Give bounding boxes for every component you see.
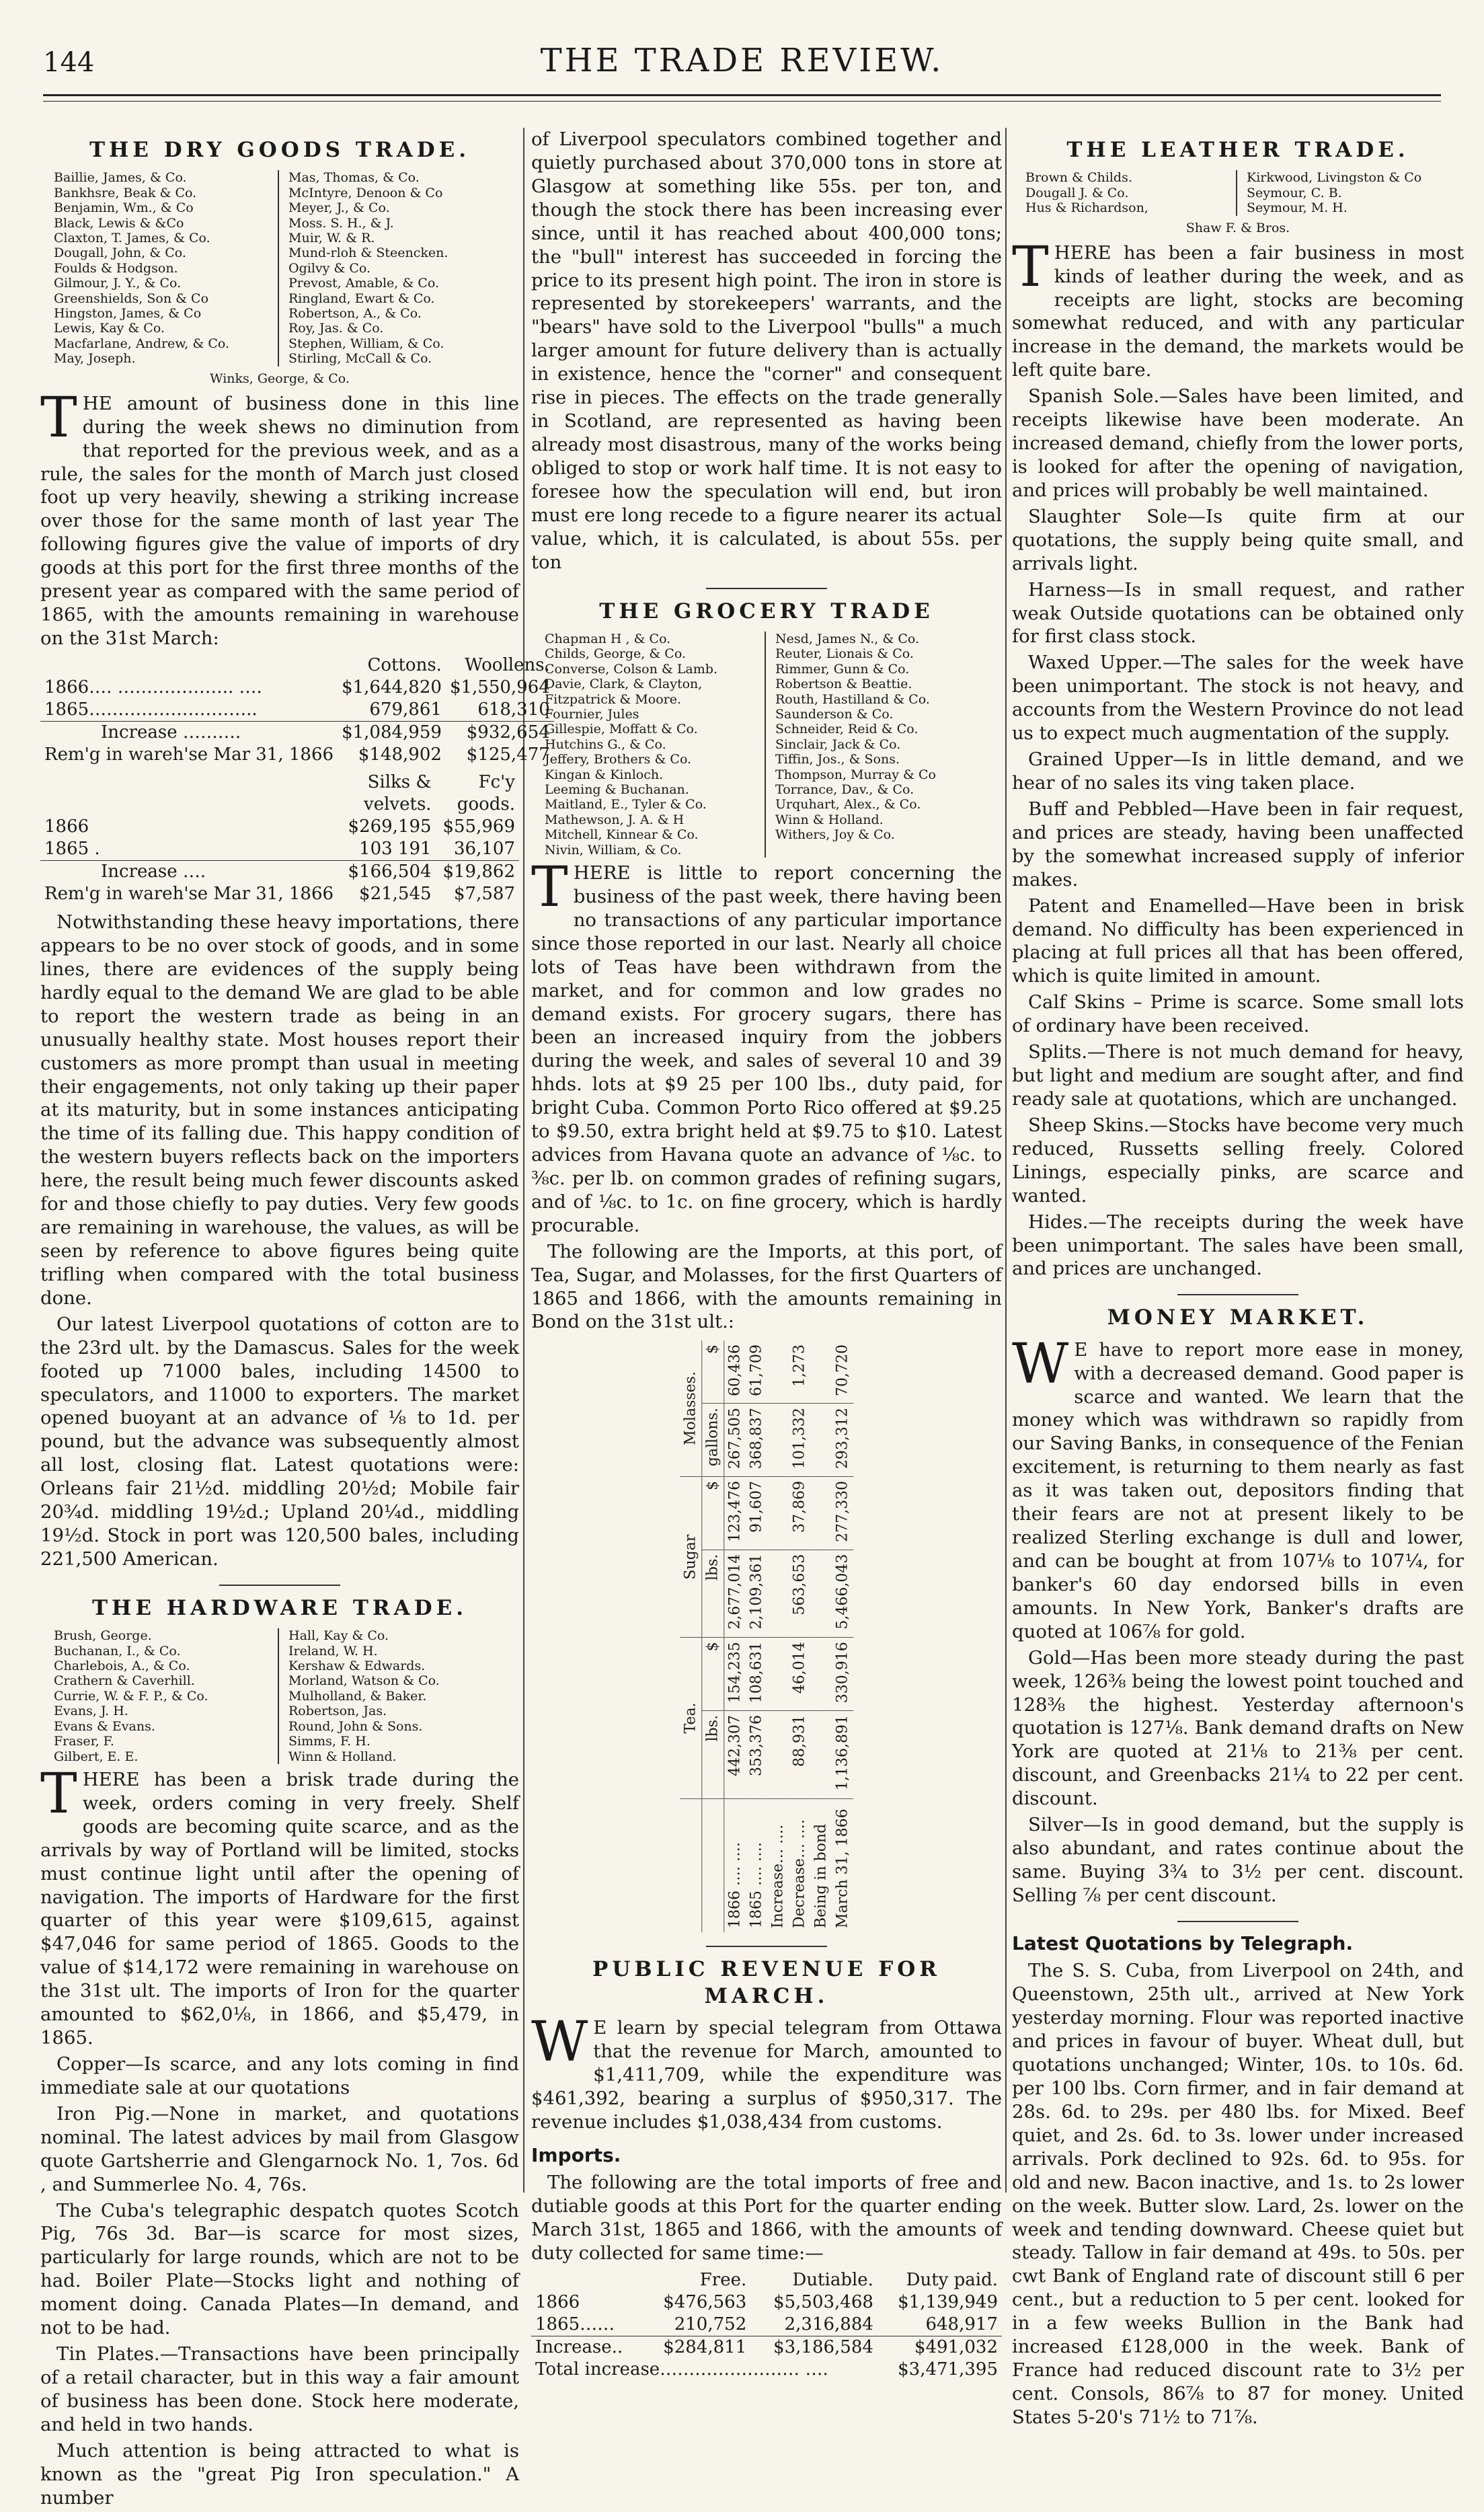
table-cell: 154,235 bbox=[724, 1638, 746, 1711]
table-cell bbox=[767, 1404, 789, 1477]
firm-name: Maitland, E., Tyler & Co. bbox=[545, 797, 707, 812]
paragraph: W E have to report more ease in money, with a decreased demand. Good paper is scarce and wanted. We learn that the money which was withdrawn so rapidly from our Saving Banks, in consequence of the Fenian excitement, is returning to them nearly as fast as it was taken out, depositors finding that their fears are not at present likely to be realized Sterling exchange is dull and lower, and can be bought at from 107⅛ to 107¼, for banker's 60 day endorsed bills in even amounts. In New York, Banker's drafts are quoted at 106⅞ for gold. bbox=[1012, 1332, 1464, 1642]
rotated-table bbox=[680, 1340, 853, 1932]
firm-name: Stephen, William, & Co. bbox=[288, 336, 444, 351]
firm-list-footer: Winks, George, & Co. bbox=[210, 371, 350, 386]
drop-cap: W bbox=[531, 2010, 588, 2075]
table-cell: 353,376 bbox=[746, 1711, 767, 1799]
table-cell: 70,720 bbox=[832, 1340, 853, 1404]
section-heading: MONEY MARKET. bbox=[1107, 1305, 1369, 1330]
grocery-section bbox=[531, 599, 1002, 1933]
paragraph: Gold—Has been more steady during the past week, 126⅜ being the lowest point touched and 128⅜ the highest. Yesterday afternoon's quotation is 127⅛. Bank demand drafts on New York are quoted at 21⅛ to 21⅜ per cent. discount, and Greenbacks 21¼ to 22 per cent. discount. bbox=[1012, 1646, 1464, 1810]
firm-name: Macfarlane, Andrew, & Co. bbox=[54, 336, 229, 351]
table-cell: 46,014 bbox=[789, 1638, 810, 1711]
table-cell: 1,273 bbox=[789, 1340, 810, 1404]
table-cell: 1,136,891 bbox=[832, 1711, 853, 1799]
section-heading: THE LEATHER TRADE. bbox=[1066, 138, 1409, 162]
firm-name: Robertson & Beattie. bbox=[775, 677, 912, 692]
paragraph: The following are the Imports, at this port, of Tea, Sugar, and Molasses, for the first Quarters of 1865 and 1866, with the amounts remaining in Bond on the 31st ult.: bbox=[531, 1240, 1002, 1333]
masthead-title: THE TRADE REVIEW. bbox=[540, 42, 944, 79]
table-cell: 61,709 bbox=[746, 1340, 767, 1404]
firm-name: Bankhsre, Beak & Co. bbox=[54, 185, 197, 200]
paragraph: Calf Skins – Prime is scarce. Some small lots of ordinary have been received. bbox=[1012, 991, 1464, 1037]
firm-name: Robertson, A., & Co. bbox=[288, 306, 422, 321]
paragraph: THE amount of business done in this line during the week shews no diminution from that reported for the previous week, and as a rule, the sales for the month of March just closed foot up very heavily, shewing a striking increase over those for the same month of last year The following figures give the value of imports of dry goods at this port for the first three months of the present year as compared with the same period of 1865, with the amounts remaining in warehouse on the 31st March: bbox=[40, 385, 519, 649]
firm-name: Baillie, James, & Co. bbox=[54, 170, 187, 186]
column-3 bbox=[1012, 128, 1464, 2432]
firm-name: Claxton, T. James, & Co. bbox=[54, 230, 210, 245]
paragraph: Silver—Is in good demand, but the supply is also abundant, and rates continue about the same. Buying 3¾ to 3½ per cent. discount. Selling ⅞ per cent discount. bbox=[1012, 1814, 1464, 1906]
firm-name: Nivin, William, & Co. bbox=[545, 842, 682, 858]
table-row bbox=[789, 1340, 810, 1932]
table-cell: 1866 …. …. bbox=[726, 1842, 744, 1929]
table-row: Increase …. $166,504 $19,862 bbox=[101, 862, 515, 882]
tea-sugar-molasses-table bbox=[680, 1340, 853, 1932]
firm-name: Lewis, Kay & Co. bbox=[54, 321, 165, 336]
firm-name: Urquhart, Alex., & Co. bbox=[775, 797, 921, 812]
table-cell: 91,607 bbox=[746, 1477, 767, 1550]
firm-list-right bbox=[279, 1628, 506, 1764]
firm-name: Greenshields, Son & Co bbox=[54, 291, 209, 306]
section-rule bbox=[706, 588, 827, 589]
cottons-woollens-table: Cottons. Woollens. 1866…. ……………….. …. $1,644,820 $1,550,964 1865……………………….. 679,861 618,310 Increase ………. $1,084,959 $932,654 Rem'g in wareh'se Mar 31, 1866 $148,902 $125,477 bbox=[40, 654, 554, 766]
firm-name: Mulholland, & Baker. bbox=[288, 1688, 427, 1704]
firm-name: Prevost, Amable, & Co. bbox=[288, 276, 440, 291]
table-row: 1866 $476,563 $5,503,468 $1,139,949 bbox=[535, 2291, 998, 2312]
drop-cap: T bbox=[40, 1761, 77, 1826]
page-header bbox=[43, 27, 1441, 87]
table-cell bbox=[810, 1711, 832, 1799]
firm-name: Kershaw & Edwards. bbox=[288, 1659, 426, 1674]
leather-section bbox=[1012, 137, 1464, 1281]
firm-name: Tiffin, Jos., & Sons. bbox=[775, 752, 900, 767]
drop-cap: W bbox=[1012, 1332, 1069, 1396]
table-row bbox=[767, 1340, 789, 1932]
firm-name: Gilmour, J. Y., & Co. bbox=[54, 276, 182, 291]
paragraph: of Liverpool speculators combined together and quietly purchased about 370,000 tons in store at Glasgow at something like 55s. per ton, and though the stock there has been increasing ever since, until it has reached about 400,000 tons; the "bull" interest has succeeded in forcing the price to its present high point. The iron in store is represented by storekeepers' warrants, and the "bears" have sold to the Liverpool "bulls" a much larger amount for future delivery than is actually in existence, hence the "corner" and consequent rise in pieces. The effects on the trade generally in Scotland, are represented as having been already most disastrous, many of the works being obliged to stop or work half time. It is not easy to foresee how the speculation will end, but iron must ere long recede to a figure nearer its actual value, which, it is calculated, is about 55s. per ton bbox=[531, 128, 1002, 573]
firm-list-left bbox=[54, 1628, 279, 1764]
firm-name: Roy, Jas. & Co. bbox=[288, 321, 384, 336]
hardware-section bbox=[40, 1595, 519, 2510]
firm-name: Ogilvy & Co. bbox=[288, 260, 371, 276]
firm-name: May, Joseph. bbox=[54, 351, 136, 367]
firm-name: Fournier, Jules bbox=[545, 706, 639, 722]
firm-name: Saunderson & Co. bbox=[775, 706, 894, 722]
firm-name: Withers, Joy & Co. bbox=[775, 827, 895, 843]
firm-name: Benjamin, Wm., & Co bbox=[54, 200, 194, 216]
firm-name: Meyer, J., & Co. bbox=[288, 200, 390, 216]
firm-name: Gilbert, E. E. bbox=[54, 1749, 139, 1764]
column-divider bbox=[523, 128, 524, 2193]
firm-name: McIntyre, Denoon & Co bbox=[288, 185, 443, 200]
table-row: Increase ………. $1,084,959 $932,654 bbox=[101, 722, 550, 743]
subheading: Latest Quotations by Telegraph. bbox=[1012, 1932, 1354, 1954]
firm-name: Charlebois, A., & Co. bbox=[54, 1659, 190, 1674]
firm-name: Davie, Clark, & Clayton, bbox=[545, 677, 703, 692]
paragraph: THERE has been a brisk trade during the week, orders coming in very freely. Shelf goods are becoming quite scarce, and as the arrivals by way of Portland will be limited, stocks must continue light until after the opening of navigation. The imports of Hardware for the first quarter of this year were $109,615, against $47,046 for same period of 1865. Goods to the value of $14,172 were remaining in warehouse on the 31st ult. The imports of Iron for the quarter amounted to $62,0⅛, in 1866, and $5,479, in 1865. bbox=[40, 1761, 519, 2049]
section-heading: THE GROCERY TRADE bbox=[599, 599, 934, 623]
column-2 bbox=[531, 128, 1002, 2386]
firm-name: Black, Lewis & &Co bbox=[54, 215, 184, 231]
leather-items bbox=[1012, 385, 1464, 1281]
masthead-rule bbox=[43, 94, 1441, 96]
firm-name: Robertson, Jas. bbox=[288, 1704, 387, 1719]
table-cell: Being in bond bbox=[812, 1824, 829, 1929]
table-cell: Increase… …. bbox=[769, 1825, 786, 1929]
table-row: Rem'g in wareh'se Mar 31, 1866 $21,545 $7,587 bbox=[44, 884, 515, 905]
paragraph: Buff and Pebbled—Have been in fair request, and prices are steady, having been unaffected by the somewhat increased supply of inferior makes. bbox=[1012, 798, 1464, 890]
firm-name: Schneider, Reid & Co. bbox=[775, 722, 919, 737]
table-cell: 123,476 bbox=[724, 1477, 746, 1550]
firm-name: Leeming & Buchanan. bbox=[545, 782, 689, 797]
table-row: 1865 . 103 191 36,107 bbox=[40, 838, 519, 861]
section-rule bbox=[1177, 1921, 1298, 1922]
firm-list bbox=[1025, 170, 1450, 215]
table-cell bbox=[767, 1340, 789, 1404]
paragraph: W E learn by special telegram from Ottawa that the revenue for March, amounted to $1,411,709, while the expenditure was $461,392, bearing a surplus of $950,317. The revenue includes $1,038,434 from customs. bbox=[531, 2010, 1002, 2133]
firm-name: Nesd, James N., & Co. bbox=[775, 631, 920, 646]
firm-name: Gillespie, Moffatt & Co. bbox=[545, 722, 698, 737]
firm-name: Seymour, M. H. bbox=[1247, 200, 1348, 216]
public-revenue-section bbox=[531, 1956, 1002, 2381]
table-row: 1866 $269,195 $55,969 bbox=[44, 816, 515, 837]
table-cell bbox=[767, 1711, 789, 1799]
table-cell: 5,466,043 bbox=[832, 1550, 853, 1638]
firm-name: Torrance, Dav., & Co. bbox=[775, 782, 914, 797]
firm-name: Hus & Richardson, bbox=[1025, 200, 1148, 216]
table-cell: 108,631 bbox=[746, 1638, 767, 1711]
section-rule bbox=[1177, 1294, 1298, 1295]
firm-name: Kirkwood, Livingston & Co bbox=[1247, 170, 1422, 186]
firm-name: Sinclair, Jack & Co. bbox=[775, 736, 901, 752]
firm-list-left bbox=[1025, 170, 1237, 215]
firm-name: Fitzpatrick & Moore. bbox=[545, 691, 682, 707]
firm-name: Dougall, John, & Co. bbox=[54, 245, 186, 261]
table-cell bbox=[810, 1477, 832, 1550]
firm-name: Crathern & Caverhill. bbox=[54, 1673, 195, 1689]
paragraph: Hides.—The receipts during the week have been unimportant. The sales have been small, and prices are unchanged. bbox=[1012, 1211, 1464, 1280]
firm-name: Converse, Colson & Lamb. bbox=[545, 661, 717, 677]
paragraph: Copper—Is scarce, and any lots coming in find immediate sale at our quotations bbox=[40, 2053, 519, 2098]
firm-list bbox=[54, 170, 506, 366]
table-cell bbox=[810, 1550, 832, 1638]
firm-name: Childs, George, & Co. bbox=[545, 646, 686, 662]
firm-name: Reuter, Lionais & Co. bbox=[775, 646, 914, 662]
table-cell: 267,505 bbox=[724, 1404, 746, 1477]
table-cell bbox=[767, 1638, 789, 1711]
imports-table-wrapper bbox=[531, 1340, 1002, 1932]
firm-list bbox=[54, 1628, 506, 1764]
firm-name: Morland, Watson & Co. bbox=[288, 1673, 440, 1689]
firm-name: Buchanan, I., & Co. bbox=[54, 1643, 181, 1659]
table-cell: 368,837 bbox=[746, 1404, 767, 1477]
firm-list-footer: Shaw F. & Bros. bbox=[1185, 220, 1290, 235]
table-row: Rem'g in wareh'se Mar 31, 1866 $148,902 $125,477 bbox=[44, 744, 550, 765]
firm-name: Round, John & Sons. bbox=[288, 1718, 423, 1734]
table-cell bbox=[810, 1404, 832, 1477]
dry-goods-section bbox=[40, 137, 550, 1571]
table-row bbox=[746, 1340, 767, 1932]
drop-cap: T bbox=[531, 855, 568, 919]
firm-name: Mitchell, Kinnear & Co. bbox=[545, 827, 699, 843]
paragraph: Our latest Liverpool quotations of cotton are to the 23rd ult. by the Damascus. Sales for the week footed up 71000 bales, including 14500 to speculators, and 11000 to exporters. The market opened buoyant at an advance of ⅛ to 1d. per pound, but the advance was subsequently almost all lost, closing flat. Latest quotations were: Orleans fair 21½d. middling 20½d; Mobile fair 20¾d. middling 19½d.; Upland 20¼d., middling 19½d. Stock in port was 120,500 bales, including 221,500 American. bbox=[40, 1313, 519, 1570]
paragraph: The following are the total imports of free and dutiable goods at this Port for the quarter ending March 31st, 1865 and 1866, with the amounts of duty collected for same time:— bbox=[531, 2172, 1002, 2264]
firm-name: Simms, F. H. bbox=[288, 1734, 370, 1749]
firm-name: Winn & Holland. bbox=[288, 1749, 397, 1764]
silks-fancy-goods-table: Silks & velvets. Fc'y goods. 1866 $269,195 $55,969 1865 . 103 191 36,107 Increase …. $166,504 $19,862 Rem'g in wareh'se Mar 31, 1866 $21,545 $7,587 bbox=[40, 771, 519, 905]
firm-name: Seymour, C. B. bbox=[1247, 185, 1342, 200]
paragraph: Tin Plates.—Transactions have been principally of a retail character, but in this way a fair amount of business has been done. Stock here moderate, and held in two hands. bbox=[40, 2343, 519, 2435]
paragraph: Much attention is being attracted to what is known as the "great Pig Iron speculation." A number bbox=[40, 2439, 519, 2509]
paragraph: Splits.—There is not much demand for heavy, but light and medium are sought after, and find ready sale at quotations, which are unchanged. bbox=[1012, 1041, 1464, 1110]
drop-cap: T bbox=[40, 385, 77, 450]
table-header-row: Tea. Sugar Molasses. bbox=[680, 1340, 701, 1932]
firm-name: Jeffery, Brothers & Co. bbox=[545, 752, 692, 767]
firm-name: Evans & Evans. bbox=[54, 1718, 155, 1734]
telegraph-section bbox=[1012, 1932, 1464, 2429]
table-cell: 442,307 bbox=[724, 1711, 746, 1799]
paragraph: Iron Pig.—None in market, and quotations nominal. The latest advices by mail from Glasgow quote Gartsherrie and Glengarnock No. 1, 7os. 6d , and Summerlee No. 4, 76s. bbox=[40, 2102, 519, 2195]
table-cell: 563,653 bbox=[789, 1550, 810, 1638]
firm-name: Fraser, F. bbox=[54, 1734, 114, 1749]
firm-name: Evans, J. H. bbox=[54, 1704, 128, 1719]
table-cell: 101,332 bbox=[789, 1404, 810, 1477]
table-row: 1866…. ……………….. …. $1,644,820 $1,550,964 bbox=[44, 677, 550, 697]
firm-name: Mas, Thomas, & Co. bbox=[288, 170, 420, 186]
masthead-rule-thin bbox=[43, 101, 1441, 102]
drop-cap: T bbox=[1012, 235, 1049, 299]
money-market-section bbox=[1012, 1305, 1464, 1907]
firm-name: Foulds & Hodgson. bbox=[54, 260, 178, 276]
table-cell: March 31, 1866 bbox=[833, 1809, 851, 1929]
firm-name: Winn & Holland. bbox=[775, 812, 884, 827]
table-cell: Decrease… …. bbox=[790, 1819, 808, 1929]
paragraph: The S. S. Cuba, from Liverpool on 24th, and Queenstown, 25th ult., arrived at New York yesterday morning. Flour was reported inactive and prices in favour of buyer. Wheat dull, but quotations unchanged; Winter, 10s. to 10s. 6d. per 100 lbs. Corn firmer, and in fair demand at 28s. 6d. to 29s. per 480 lbs. for Mixed. Beef quiet, and 2s. 6d. to 3s. lower under increased arrivals. Pork declined to 92s. 6d. to 95s. for old and new. Bacon inactive, and 1s. to 2s lower on the week. Butter slow. Lard, 2s. lower on the week and tending downward. Cheese quiet but steady. Tallow in fair demand at 49s. to 50s. per cwt Bank of England rate of discount still 6 per cent., but a reduction to 5 per cent. looked for in a few weeks Bullion in the Bank had increased £128,000 in the week. Bank of France had reduced discount rate to 3½ per cent. Consols, 86⅞ to 87 for money. United States 5-20's 71½ to 71⅞. bbox=[1012, 1960, 1464, 2428]
paragraph: THERE has been a fair business in most kinds of leather during the week, and as receipts are light, stocks are becoming somewhat reduced, and with any particular increase in the demand, the markets would be left quite bare. bbox=[1012, 235, 1464, 381]
firm-name: Rimmer, Gunn & Co. bbox=[775, 661, 910, 677]
firm-list-right bbox=[766, 632, 988, 858]
paragraph: Waxed Upper.—The sales for the week have been unimportant. The stock is not heavy, and accounts from the Western Province do not lead us to expect much augmentation of the supply. bbox=[1012, 652, 1464, 745]
firm-name: Kingan & Kinloch. bbox=[545, 767, 664, 782]
firm-name: Dougall J. & Co. bbox=[1025, 185, 1129, 200]
revenue-imports-table: Free. Dutiable. Duty paid. 1866 $476,563 $5,503,468 $1,139,949 1865…… 210,752 2,316,884 648,917 Increase.. $284,811 $3,186,584 $491,032 Total increase…………………… …. $3,471,395 bbox=[531, 2269, 1002, 2381]
firm-name: Currie, W. & F. P., & Co. bbox=[54, 1688, 208, 1704]
firm-name: Hall, Kay & Co. bbox=[288, 1628, 389, 1644]
table-cell: 60,436 bbox=[724, 1340, 746, 1404]
firm-name: Hutchins G., & Co. bbox=[545, 736, 666, 752]
section-rule bbox=[219, 1585, 340, 1586]
firm-list-right bbox=[279, 170, 506, 366]
column-1 bbox=[40, 128, 550, 2512]
table-cell bbox=[767, 1550, 789, 1638]
table-row bbox=[724, 1340, 746, 1932]
firm-name: Muir, W. & R. bbox=[288, 230, 375, 245]
paragraph: THERE is little to report concerning the business of the past week, there having been no transactions of any particular importance since those reported in our last. Nearly all choice lots of Teas have been withdrawn from the market, and for common and low grades no demand exists. For grocery sugars, there has been an increased inquiry from the jobbers during the week, and sales of several 10 and 39 hhds. lots at $9 25 per 100 lbs., duty paid, for bright Cuba. Common Porto Rico offered at $9.25 to $9.50, extra bright held at $9.75 to $10. Latest advices from Havana quote an advance of ⅛c. to ⅜c. per lb. on common grades of refining sugars, and of ⅛c. to 1c. on fine grocery, which is hardly procurable. bbox=[531, 855, 1002, 1236]
firm-name: Brush, George. bbox=[54, 1628, 152, 1644]
table-cell: 330,916 bbox=[832, 1638, 853, 1711]
paragraph: Harness—Is in small request, and rather weak Outside quotations can be obtained only for first class stock. bbox=[1012, 578, 1464, 648]
firm-name: Ringland, Ewart & Co. bbox=[288, 291, 435, 306]
table-row: 1865…… 210,752 2,316,884 648,917 bbox=[531, 2314, 1002, 2336]
table-cell: 2,109,361 bbox=[746, 1550, 767, 1638]
section-heading: PUBLIC REVENUE FOR MARCH. bbox=[592, 1957, 941, 2008]
firm-name: Mathewson, J. A. & H bbox=[545, 812, 685, 827]
section-heading: THE DRY GOODS TRADE. bbox=[89, 138, 471, 162]
column-divider bbox=[1005, 128, 1007, 2193]
table-row bbox=[832, 1340, 853, 1932]
firm-name: Ireland, W. H. bbox=[288, 1643, 378, 1659]
table-subheader-row: lbs. $ lbs. $ gallons. $ bbox=[702, 1340, 724, 1932]
firm-list bbox=[545, 632, 988, 858]
section-rule bbox=[706, 1946, 827, 1947]
firm-name: Brown & Childs. bbox=[1025, 170, 1132, 186]
firm-name: Routh, Hastilland & Co. bbox=[775, 691, 930, 707]
firm-list-right bbox=[1237, 170, 1450, 215]
table-row bbox=[810, 1340, 832, 1932]
page-number: 144 bbox=[43, 47, 95, 78]
table-cell: 293,312 bbox=[832, 1404, 853, 1477]
firm-name: Chapman H , & Co. bbox=[545, 631, 671, 646]
paragraph: The Cuba's telegraphic despatch quotes Scotch Pig, 76s 3d. Bar—is scarce for most sizes, particularly for large rounds, which are not to be had. Boiler Plate—Stocks light and nothing of moment doing. Canada Plates—In demand, and not to be had. bbox=[40, 2199, 519, 2339]
table-cell bbox=[810, 1638, 832, 1711]
paragraph: Slaughter Sole—Is quite firm at our quotations, the supply being quite small, and arrivals light. bbox=[1012, 505, 1464, 574]
firm-name: Hingston, James, & Co bbox=[54, 306, 202, 321]
table-cell: 1865 …. …. bbox=[748, 1842, 765, 1929]
firm-list-left bbox=[54, 170, 279, 366]
table-cell: 2,677,014 bbox=[724, 1550, 746, 1638]
firm-name: Moss. S. H., & J. bbox=[288, 215, 394, 231]
paragraph: Patent and Enamelled—Have been in brisk demand. No difficulty has been experienced in placing at full prices all that has been offered, which is quite limited in amount. bbox=[1012, 895, 1464, 987]
firm-list-left bbox=[545, 632, 766, 858]
paragraph: Sheep Skins.—Stocks have become very much reduced, Russetts selling freely. Colored Linings, especially pinks, are scarce and wanted. bbox=[1012, 1114, 1464, 1207]
firm-name: Thompson, Murray & Co bbox=[775, 767, 936, 782]
paragraph: Notwithstanding these heavy importations, there appears to be no over stock of goods, and in some lines, there are evidences of the supply being hardly equal to the demand We are glad to be able to report the western trade as being in an unusually healthy state. Most houses report their customers as more prompt than usual in meeting their engagements, not only taking up their paper at its maturity, but in some instances anticipating the time of its falling due. This happy condition of the western buyers reflects back on the importers here, the result being much fewer discounts asked for and those chiefly to pay duties. Very few goods are remaining in warehouse, the values, as will be seen by reference to above figures being quite trifling when compared with the total business done. bbox=[40, 911, 519, 1309]
section-heading: THE HARDWARE TRADE. bbox=[91, 1595, 468, 1620]
table-cell: 37,869 bbox=[789, 1477, 810, 1550]
table-cell: 277,330 bbox=[832, 1477, 853, 1550]
table-row: Total increase…………………… …. $3,471,395 bbox=[535, 2359, 998, 2380]
table-cell: 88,931 bbox=[789, 1711, 810, 1799]
subheading: Imports. bbox=[531, 2143, 621, 2166]
paragraph: Spanish Sole.—Sales have been limited, and receipts likewise have been moderate. An increased demand, chiefly from the lower ports, is looked for after the opening of navigation, and prices will probably be well maintained. bbox=[1012, 385, 1464, 501]
table-cell bbox=[767, 1477, 789, 1550]
firm-name: Mund-rloh & Steencken. bbox=[288, 245, 448, 261]
table-row: Increase.. $284,811 $3,186,584 $491,032 bbox=[535, 2337, 998, 2358]
table-row: 1865……………………….. 679,861 618,310 bbox=[40, 699, 554, 722]
paragraph: Grained Upper—Is in little demand, and we hear of no sales its ving taken place. bbox=[1012, 749, 1464, 794]
table-cell bbox=[810, 1340, 832, 1404]
firm-name: Stirling, McCall & Co. bbox=[288, 351, 432, 367]
